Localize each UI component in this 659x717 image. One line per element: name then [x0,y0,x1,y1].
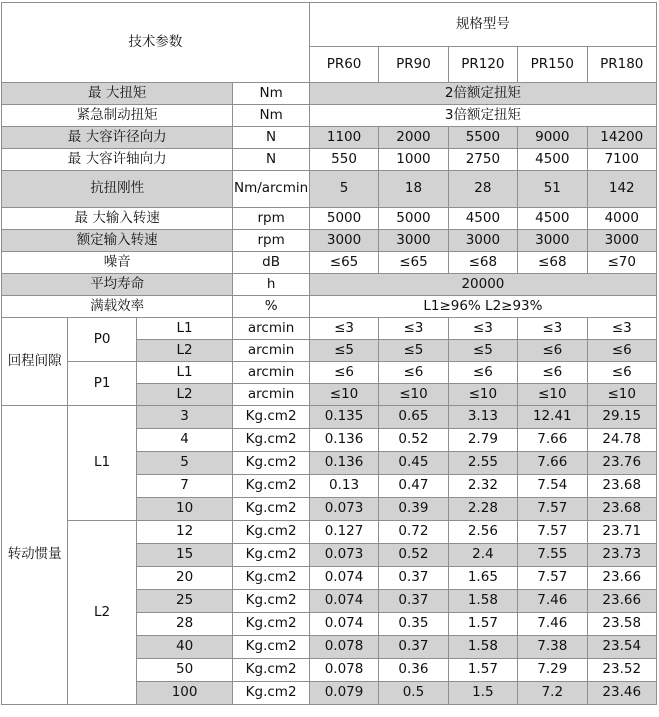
inertia-value: 0.136 [309,429,378,452]
model-header: PR60 [309,47,378,83]
inertia-ratio: 4 [136,429,233,452]
param-value: ≤70 [587,252,656,274]
param-unit: Nm [233,83,309,105]
inertia-value: 0.5 [379,682,448,705]
inertia-ratio: 7 [136,475,233,498]
param-value: 9000 [518,127,587,149]
param-label: 紧急制动扭矩 [2,105,233,127]
inertia-ratio: 15 [136,544,233,567]
backlash-value: ≤3 [587,318,656,340]
param-row [2,208,657,230]
backlash-value: ≤3 [518,318,587,340]
backlash-row [2,318,657,340]
inertia-ratio: 5 [136,452,233,475]
inertia-value: 0.52 [379,544,448,567]
inertia-value: 7.57 [518,567,587,590]
param-value: 28 [448,171,517,208]
param-merged-value: L1≥96% L2≥93% [309,296,656,318]
backlash-value: ≤3 [309,318,378,340]
param-value: 2000 [379,127,448,149]
inertia-ratio: 50 [136,659,233,682]
backlash-value: ≤6 [587,362,656,384]
inertia-value: 23.71 [587,521,656,544]
backlash-value: ≤10 [587,384,656,406]
param-label: 最 大扭矩 [2,83,233,105]
inertia-value: 23.73 [587,544,656,567]
inertia-row [2,521,657,544]
param-unit: Nm/arcmin [233,171,309,208]
param-value: 18 [379,171,448,208]
inertia-value: 7.55 [518,544,587,567]
inertia-unit: Kg.cm2 [233,406,309,429]
model-header: PR90 [379,47,448,83]
spec-table-body [2,3,657,83]
backlash-unit: arcmin [233,384,309,406]
inertia-value: 0.078 [309,659,378,682]
inertia-section [2,406,657,705]
inertia-value: 0.52 [379,429,448,452]
inertia-value: 7.54 [518,475,587,498]
inertia-value: 23.68 [587,475,656,498]
inertia-value: 0.074 [309,567,378,590]
inertia-value: 0.136 [309,452,378,475]
param-value: 3000 [379,230,448,252]
inertia-value: 29.15 [587,406,656,429]
inertia-value: 7.57 [518,498,587,521]
param-row [2,296,657,318]
inertia-value: 0.65 [379,406,448,429]
param-unit: % [233,296,309,318]
inertia-value: 0.079 [309,682,378,705]
inertia-value: 1.5 [448,682,517,705]
inertia-ratio: 10 [136,498,233,521]
inertia-stage: L2 [68,521,136,705]
param-label: 最 大容许轴向力 [2,149,233,171]
inertia-value: 23.66 [587,590,656,613]
inertia-value: 1.58 [448,590,517,613]
inertia-value: 23.46 [587,682,656,705]
param-unit: rpm [233,208,309,230]
param-unit: Nm [233,105,309,127]
param-label: 最 大容许径向力 [2,127,233,149]
inertia-unit: Kg.cm2 [233,452,309,475]
spec-table [1,2,657,705]
param-unit: h [233,274,309,296]
param-row [2,105,657,127]
inertia-value: 0.35 [379,613,448,636]
inertia-ratio: 25 [136,590,233,613]
inertia-ratio: 40 [136,636,233,659]
inertia-value: 1.65 [448,567,517,590]
param-value: 7100 [587,149,656,171]
inertia-value: 0.074 [309,613,378,636]
inertia-value: 0.074 [309,590,378,613]
backlash-stage: L2 [136,340,233,362]
inertia-value: 2.4 [448,544,517,567]
param-row [2,230,657,252]
inertia-value: 0.078 [309,636,378,659]
inertia-value: 24.78 [587,429,656,452]
param-value: 51 [518,171,587,208]
inertia-ratio: 28 [136,613,233,636]
inertia-value: 2.56 [448,521,517,544]
param-label: 抗扭刚性 [2,171,233,208]
inertia-value: 0.37 [379,590,448,613]
inertia-unit: Kg.cm2 [233,636,309,659]
backlash-grade: P1 [68,362,136,406]
inertia-unit: Kg.cm2 [233,498,309,521]
param-value: ≤68 [448,252,517,274]
backlash-section [2,318,657,406]
inertia-value: 0.135 [309,406,378,429]
param-value: 550 [309,149,378,171]
backlash-stage: L2 [136,384,233,406]
inertia-value: 1.57 [448,659,517,682]
inertia-value: 23.76 [587,452,656,475]
backlash-value: ≤3 [379,318,448,340]
inertia-value: 1.57 [448,613,517,636]
param-value: 3000 [309,230,378,252]
inertia-value: 7.46 [518,613,587,636]
param-unit: dB [233,252,309,274]
param-value: 1100 [309,127,378,149]
backlash-value: ≤6 [448,362,517,384]
inertia-value: 23.68 [587,498,656,521]
param-unit: N [233,149,309,171]
inertia-value: 7.57 [518,521,587,544]
inertia-value: 23.52 [587,659,656,682]
inertia-unit: Kg.cm2 [233,682,309,705]
inertia-value: 2.79 [448,429,517,452]
inertia-value: 23.54 [587,636,656,659]
inertia-value: 2.28 [448,498,517,521]
inertia-label: 转动惯量 [2,406,68,705]
param-value: 4000 [587,208,656,230]
inertia-value: 0.127 [309,521,378,544]
backlash-label: 回程间隙 [2,318,68,406]
inertia-stage: L1 [68,406,136,521]
inertia-unit: Kg.cm2 [233,613,309,636]
inertia-value: 0.37 [379,636,448,659]
table-title: 技术参数 [2,3,310,83]
backlash-value: ≤6 [379,362,448,384]
param-row [2,274,657,296]
backlash-value: ≤10 [448,384,517,406]
backlash-value: ≤5 [309,340,378,362]
backlash-row [2,362,657,384]
param-label: 最 大输入转速 [2,208,233,230]
model-header: PR180 [587,47,656,83]
inertia-unit: Kg.cm2 [233,590,309,613]
inertia-unit: Kg.cm2 [233,544,309,567]
inertia-value: 1.58 [448,636,517,659]
inertia-value: 2.55 [448,452,517,475]
param-value: 2750 [448,149,517,171]
general-parameters [2,83,657,318]
param-merged-value: 20000 [309,274,656,296]
backlash-value: ≤6 [518,340,587,362]
inertia-value: 7.66 [518,452,587,475]
inertia-row [2,406,657,429]
inertia-value: 0.47 [379,475,448,498]
backlash-value: ≤10 [309,384,378,406]
inertia-value: 3.13 [448,406,517,429]
inertia-value: 2.32 [448,475,517,498]
inertia-value: 0.36 [379,659,448,682]
backlash-unit: arcmin [233,340,309,362]
inertia-value: 0.72 [379,521,448,544]
param-value: ≤65 [309,252,378,274]
spec-model-title: 规格型号 [309,3,656,47]
inertia-value: 0.39 [379,498,448,521]
param-value: 5000 [309,208,378,230]
param-merged-value: 2倍额定扭矩 [309,83,656,105]
backlash-value: ≤6 [518,362,587,384]
inertia-unit: Kg.cm2 [233,659,309,682]
param-value: 4500 [518,149,587,171]
param-value: ≤68 [518,252,587,274]
param-value: 142 [587,171,656,208]
param-row [2,127,657,149]
inertia-value: 0.073 [309,498,378,521]
param-unit: N [233,127,309,149]
inertia-unit: Kg.cm2 [233,475,309,498]
backlash-unit: arcmin [233,362,309,384]
backlash-value: ≤6 [309,362,378,384]
inertia-value: 23.66 [587,567,656,590]
inertia-value: 7.29 [518,659,587,682]
param-row [2,83,657,105]
inertia-ratio: 20 [136,567,233,590]
param-label: 满载效率 [2,296,233,318]
param-unit: rpm [233,230,309,252]
model-header: PR150 [518,47,587,83]
param-value: 4500 [448,208,517,230]
inertia-value: 7.38 [518,636,587,659]
inertia-ratio: 3 [136,406,233,429]
backlash-stage: L1 [136,362,233,384]
inertia-unit: Kg.cm2 [233,521,309,544]
param-label: 额定输入转速 [2,230,233,252]
backlash-value: ≤5 [448,340,517,362]
inertia-value: 7.46 [518,590,587,613]
backlash-stage: L1 [136,318,233,340]
backlash-value: ≤3 [448,318,517,340]
inertia-value: 0.073 [309,544,378,567]
header-row [2,3,657,47]
param-value: 3000 [518,230,587,252]
param-value: 3000 [587,230,656,252]
param-label: 平均寿命 [2,274,233,296]
inertia-value: 7.66 [518,429,587,452]
param-value: 3000 [448,230,517,252]
model-header: PR120 [448,47,517,83]
inertia-ratio: 12 [136,521,233,544]
param-label: 噪音 [2,252,233,274]
param-value: 14200 [587,127,656,149]
backlash-value: ≤5 [379,340,448,362]
param-value: 5000 [379,208,448,230]
inertia-value: 12.41 [518,406,587,429]
inertia-ratio: 100 [136,682,233,705]
inertia-unit: Kg.cm2 [233,429,309,452]
backlash-value: ≤10 [518,384,587,406]
param-row [2,171,657,208]
inertia-value: 7.2 [518,682,587,705]
inertia-value: 0.37 [379,567,448,590]
backlash-unit: arcmin [233,318,309,340]
backlash-value: ≤10 [379,384,448,406]
inertia-value: 23.58 [587,613,656,636]
param-row [2,252,657,274]
param-value: 4500 [518,208,587,230]
param-merged-value: 3倍额定扭矩 [309,105,656,127]
inertia-value: 0.45 [379,452,448,475]
param-value: 1000 [379,149,448,171]
backlash-grade: P0 [68,318,136,362]
inertia-value: 0.13 [309,475,378,498]
param-row [2,149,657,171]
param-value: 5500 [448,127,517,149]
backlash-value: ≤6 [587,340,656,362]
param-value: ≤65 [379,252,448,274]
inertia-unit: Kg.cm2 [233,567,309,590]
param-value: 5 [309,171,378,208]
